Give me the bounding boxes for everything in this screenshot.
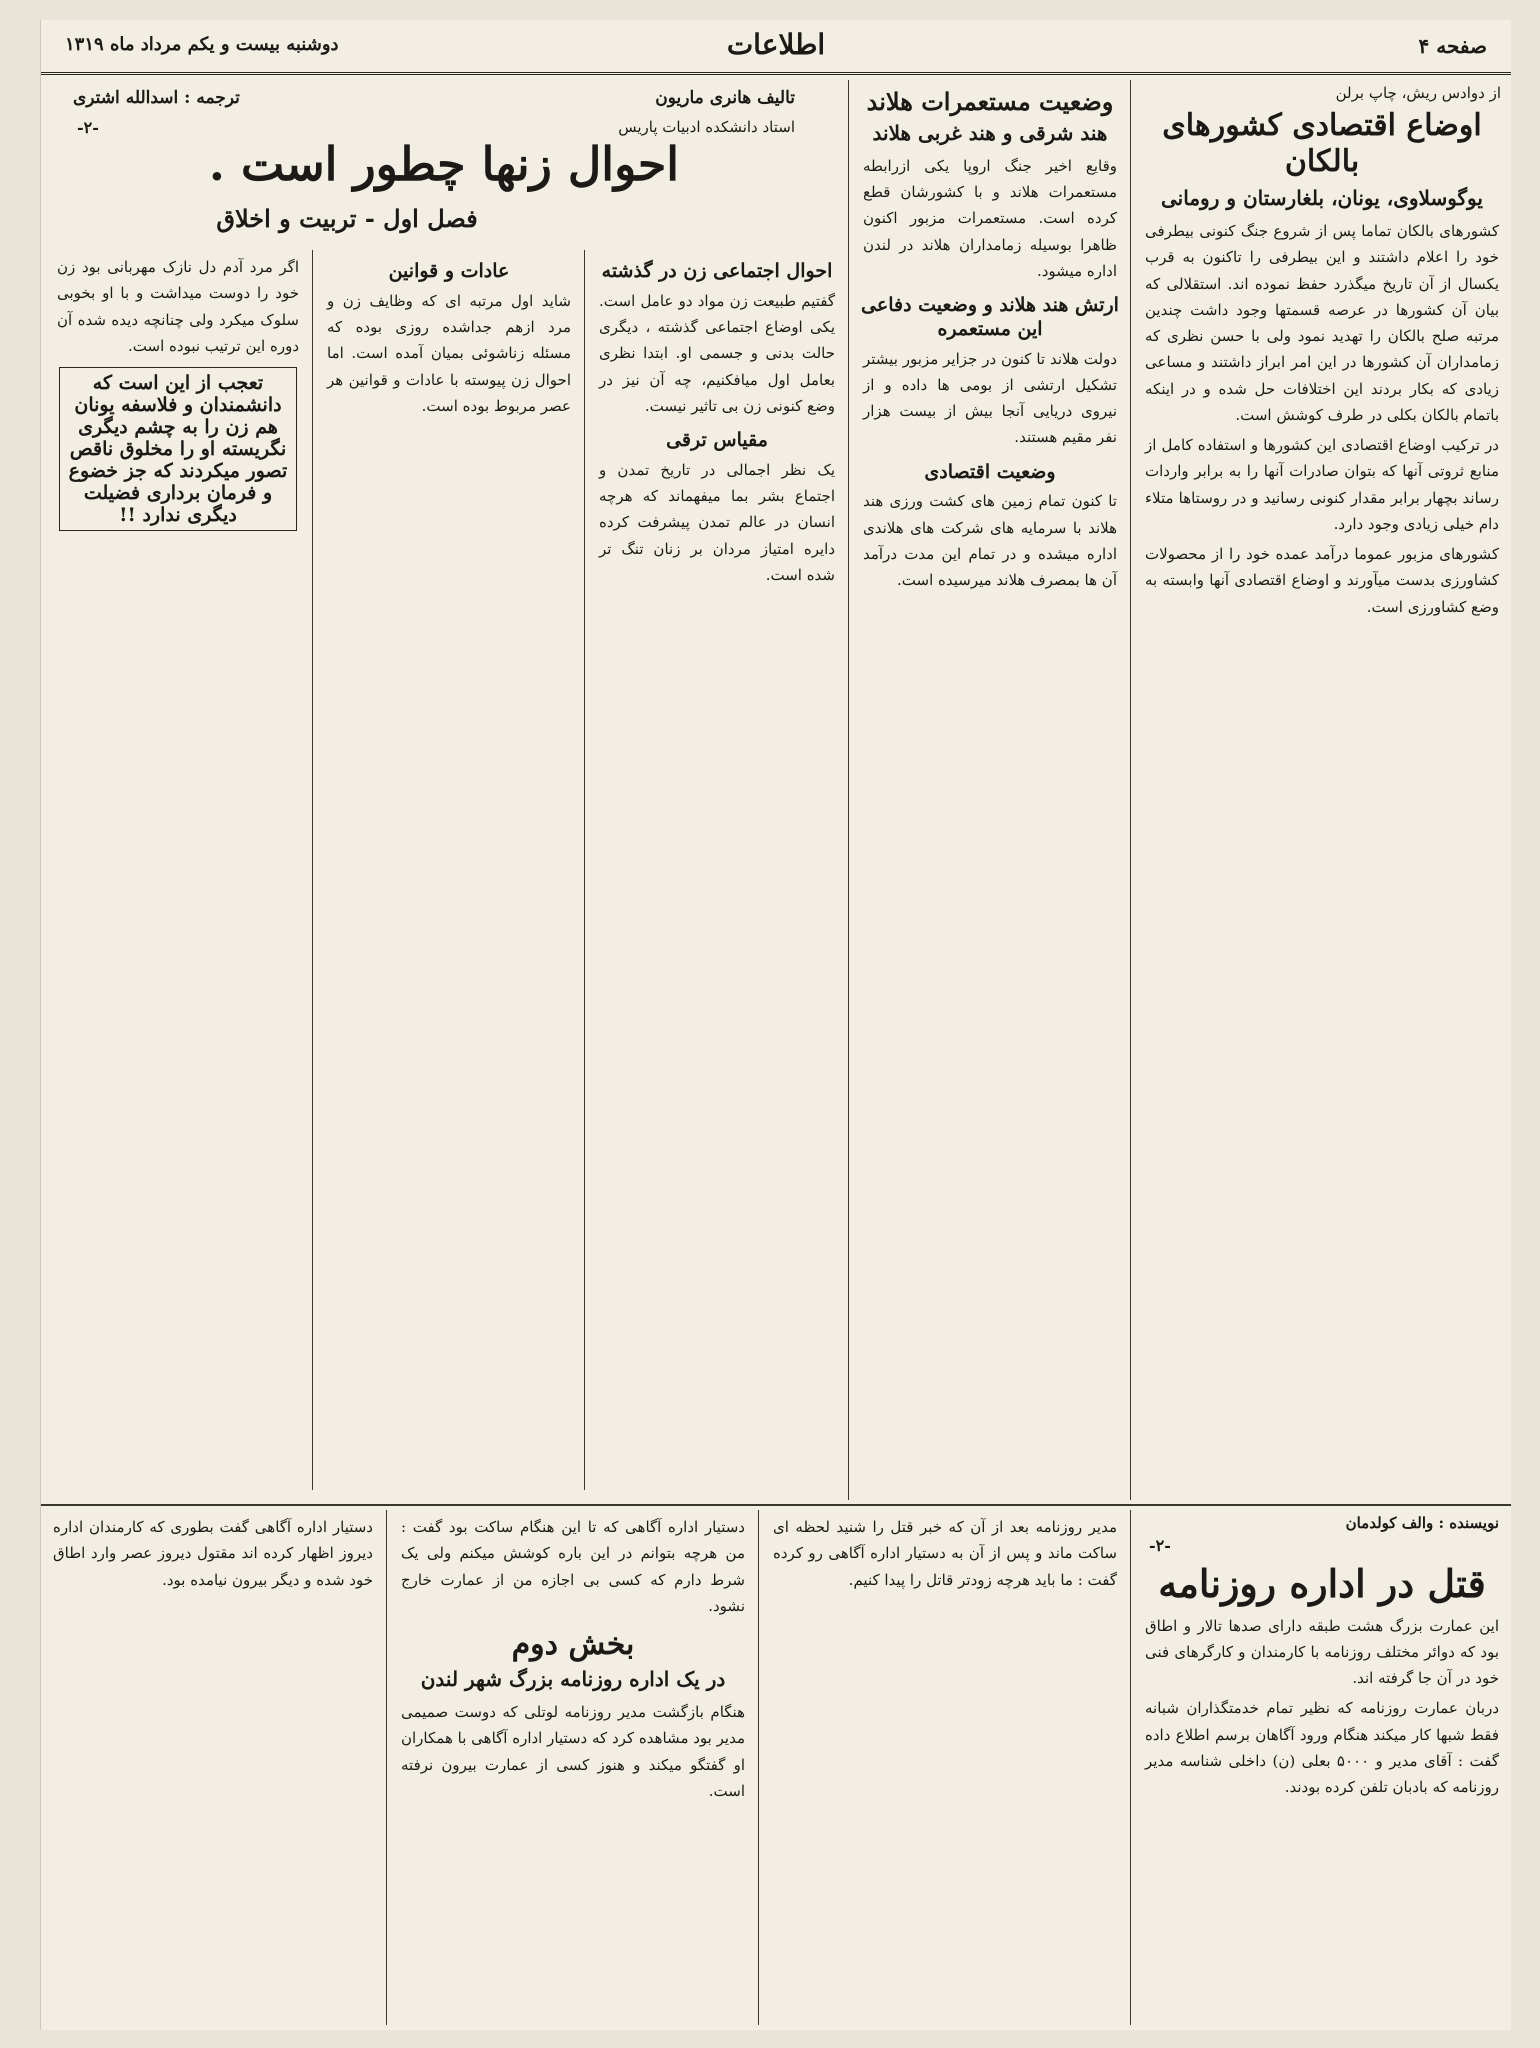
section-heading: عادات و قوانین xyxy=(388,260,510,282)
article-subheadline: یوگوسلاوی، یونان، بلغارستان و رومانی xyxy=(1161,186,1483,210)
issue-date: دوشنبه بیست و یکم مرداد ماه ۱۳۱۹ xyxy=(65,34,339,55)
newspaper-page xyxy=(40,20,1511,2030)
women-header xyxy=(45,80,843,200)
newspaper-name: اطلاعات xyxy=(726,28,826,61)
section-heading: بخش دوم xyxy=(511,1627,635,1662)
page-number: صفحه ۴ xyxy=(1418,34,1487,58)
article-paragraph: کشورهای مزبور عموما درآمد عمده خود را از محصولات کشاورزی بدست میآورند و اوضاع اقتصادی آنها وابسته به وضع کشاورزی است. xyxy=(1145,545,1499,616)
translator: ترجمه : اسدالله اشتری xyxy=(73,88,240,108)
women-col-c xyxy=(49,250,307,1490)
article-paragraph: یک نظر اجمالی در تاریخ تمدن و اجتماع بشر بما میفهماند که هرچه انسان در عالم تمدن پیشرفت کرده دایره امتیاز مردان بر زنان تنگ تر شده است. xyxy=(599,460,835,584)
column-rule xyxy=(312,250,313,1490)
column-rule xyxy=(386,1510,387,2025)
article-paragraph: کشورهای بالکان تماما پس از شروع جنگ کنونی بیطرفی خود را اعلام داشتند و این بیطرفی را تاکنون به قرب یکسال از آن تاریخ میگذرد حفظ نموده اند. استقلالی که بیان آن کشورها در عرصه قسمتها وجود داشت چندین مرتبه صلح بالکان را تهدید نمود ولی با حسن نظری که زمامداران آن کشورها در این امر ابراز داشتند و مساعی زیادی که بکار بردند این اختلافات حل شده و در اینکه باتمام بالکان بکلی در طرف کوشش است. xyxy=(1145,222,1499,424)
article-paragraph: در ترکیب اوضاع اقتصادی این کشورها و استفاده کامل از منابع ثروتی آنها که بتوان صادرات آنها را به برابر واردات رساند بچهار برابر مقدار کنونی رسانید و در روستاها متلاء دام خیلی زیادی وجود دارد. xyxy=(1145,436,1499,533)
story-paragraph: دستیار اداره آگاهی گفت بطوری که کارمندان اداره دیروز اظهار کرده اند مقتول دیروز عصر وارد اطاق خود شده و دیگر بیرون نیامده بود. xyxy=(53,1518,373,1589)
article-paragraph: شاید اول مرتبه ای که وظایف زن و مرد ازهم جداشده روزی بوده که مسئله زناشوئی بمیان آمده است. اما احوال زن پیوسته با عادات و قوانین هر عصر مربوط بوده است. xyxy=(327,291,571,415)
story-col-1 xyxy=(1137,1510,1507,2025)
serial-number: -۲- xyxy=(1149,1536,1171,1555)
story-col-2 xyxy=(765,1510,1125,2025)
story-paragraph: این عمارت بزرگ هشت طبقه دارای صدها تالار و اطاق بود که دوائر مختلف روزنامه با کارمندان و کارگرهای فنی خود در آن جا گرفته اند. xyxy=(1145,1616,1499,1688)
section-heading: احوال اجتماعی زن در گذشته xyxy=(601,260,833,282)
column-rule xyxy=(848,80,849,1500)
story-paragraph: دستیار اداره آگاهی که تا این هنگام ساکت بود گفت : من هرچه بتوانم در این باره کوشش میکنم ولی یک شرط دارم که کسی بی اجازه من از عمارت خارج نشود. xyxy=(401,1518,745,1615)
column-rule xyxy=(584,250,585,1490)
author-title: استاد دانشکده ادبیات پاریس xyxy=(618,118,795,136)
story-paragraph: مدیر روزنامه بعد از آن که خبر قتل را شنید لحظه ای ساکت ماند و پس از آن به دستیار اداره آگاهی رو کرده گفت : ما باید هرچه زودتر قاتل را پیدا کنیم. xyxy=(773,1518,1117,1589)
pull-quote: تعجب از این است که دانشمندان و فلاسفه یونان هم زن را به چشم دیگری نگریسته او را مخلوق ناقص تصور میکردند که جز خضوع و فرمان برداری فضیلت دیگری ندارد !! xyxy=(59,367,297,531)
masthead xyxy=(41,20,1511,75)
story-murder xyxy=(41,1510,1511,2025)
column-rule xyxy=(1130,80,1131,1500)
column-rule xyxy=(1130,1510,1131,2025)
article-headline: اوضاع اقتصادی کشورهای بالکان xyxy=(1162,108,1482,179)
article-paragraph: اگر مرد آدم دل نازک مهربانی بود زن خود را دوست میداشت و با او بخوبی سلوک میکرد ولی چنانچه دیده شده آن دوره این ترتیب نبوده است. xyxy=(57,258,299,355)
article-paragraph: گفتیم طبیعت زن مواد دو عامل است. یکی اوضاع اجتماعی گذشته ، دیگری حالت بدنی و جسمی او. ابتدا نظری بعامل اول میافکنیم، چه آن نیز در وضع کنونی زن بی تاثیر نیست. xyxy=(599,291,835,415)
article-paragraph: تا کنون تمام زمین های کشت ورزی هند هلاند با سرمایه های شرکت های هلاندی اداره میشده و در تمام این مدت درآمد آن ها بمصرف هلاند میرسیده است. xyxy=(863,492,1117,590)
column-rule xyxy=(758,1510,759,2025)
women-col-a xyxy=(591,250,843,1490)
chapter-heading: فصل اول - تربیت و اخلاق xyxy=(216,204,478,233)
story-col-3 xyxy=(393,1510,753,2025)
article-headline: احوال زنها چطور است . xyxy=(208,137,680,191)
article-paragraph: وقایع اخیر جنگ اروپا یکی ازرابطه مستعمرات هلاند و با کشورشان قطع کرده است. مستعمرات مزبور اکنون ظاهرا بوسیله زمامداران هلاند در لندن اداره میشود. xyxy=(863,156,1117,280)
article-kicker: از دوادس ریش، چاپ برلن xyxy=(1335,84,1501,102)
article-subheadline: هند شرقی و هند غربی هلاند xyxy=(872,120,1108,145)
serial-number: -۲- xyxy=(77,118,99,137)
article-women xyxy=(45,80,843,1500)
article-balkan xyxy=(1137,80,1507,1500)
story-paragraph: دربان عمارت روزنامه که نظیر تمام خدمتگذاران شبانه فقط شبها کار میکند هنگام ورود آگاهان برسم اطلاع داده گفت : آقای مدیر و ۵۰۰۰ بعلی (ن) داخلی شناسه مدیر روزنامه که بادبان تلفن کرده بودند. xyxy=(1145,1699,1499,1797)
section-heading: ارتش هند هلاند و وضعیت دفاعی این مستعمره xyxy=(861,294,1119,340)
article-holland xyxy=(855,80,1125,1500)
article-paragraph: دولت هلاند تا کنون در جزایر مزبور بیشتر تشکیل ارتشی از بومی ها داده و از نیروی دریایی آنجا بیش از بیست هزار نفر مقیم هستند. xyxy=(863,349,1117,447)
story-paragraph: هنگام بازگشت مدیر روزنامه لوتلی که دوست صمیمی مدیر بود مشاهده کرد که دستیار اداره آگاهی با همکاران او گفتگو میکند و هنوز کسی از عمارت بیرون نرفته است. xyxy=(401,1703,745,1800)
section-heading: مقیاس ترقی xyxy=(666,429,768,451)
section-divider xyxy=(41,1504,1511,1506)
story-headline: قتل در اداره روزنامه xyxy=(1158,1561,1486,1606)
section-subheading: در یک اداره روزنامه بزرگ شهر لندن xyxy=(420,1667,726,1691)
section-heading: وضعیت اقتصادی xyxy=(924,460,1056,483)
article-headline: وضعیت مستعمرات هلاند xyxy=(866,87,1114,116)
story-author: نویسنده : والف کولدمان xyxy=(1345,1514,1499,1532)
author-label: تالیف هانری ماریون xyxy=(655,88,795,108)
women-col-b xyxy=(319,250,579,1490)
story-col-4 xyxy=(45,1510,381,2025)
